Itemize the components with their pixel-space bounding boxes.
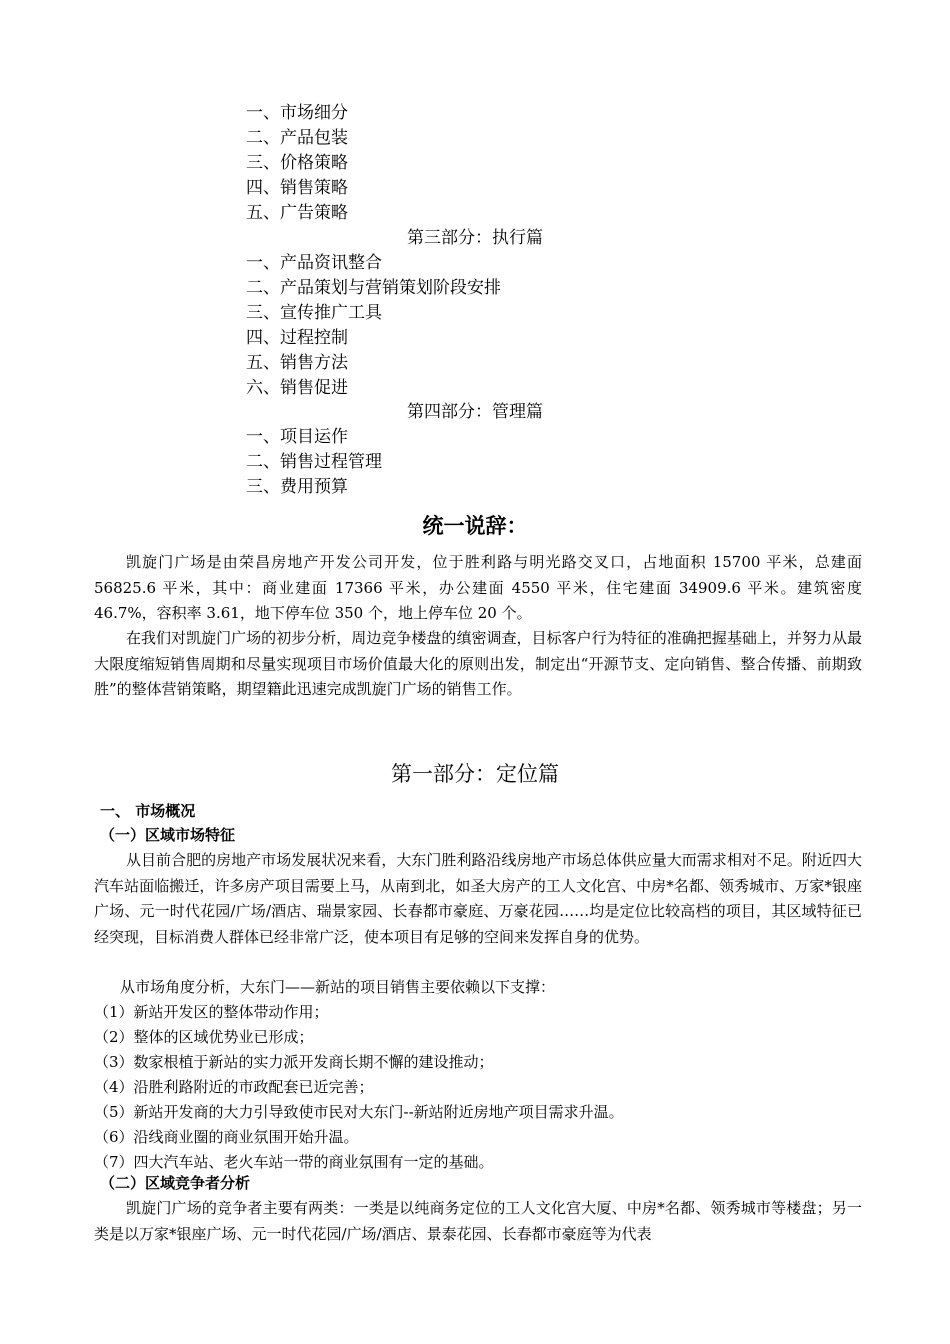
toc-item: 六、销售促进	[246, 378, 348, 398]
support-list-item: （6）沿线商业圈的商业氛围开始升温。	[94, 1128, 359, 1146]
support-list-item: （5）新站开发商的大力引导致使市民对大东门--新站附近房地产项目需求升温。	[94, 1103, 624, 1121]
support-list-item: （7）四大汽车站、老火车站一带的商业氛围有一定的基础。	[94, 1153, 494, 1171]
toc-item: 二、销售过程管理	[246, 452, 382, 472]
toc-item: 三、费用预算	[246, 477, 348, 497]
competitors-paragraph: 凯旋门广场的竞争者主要有两类：一类是以纯商务定位的工人文化宫大厦、中房*名都、领秀城市等楼盘；另一类是以万家*银座广场、元一时代花园/广场/酒店、景泰花园、长春都市豪庭等为代表	[94, 1199, 862, 1243]
support-list-item: （3）数家根植于新站的实力派开发商长期不懈的建设推动；	[94, 1053, 494, 1071]
statement-heading: 统一说辞：	[422, 514, 528, 538]
toc-part3-heading: 第三部分：执行篇	[407, 228, 543, 248]
section-heading-market-overview: 一、 市场概况	[100, 802, 196, 820]
toc-item: 四、销售策略	[246, 178, 348, 198]
support-list-item: （4）沿胜利路附近的市政配套已近完善；	[94, 1078, 374, 1096]
toc-item: 三、宣传推广工具	[246, 303, 382, 323]
support-intro: 从市场角度分析，大东门——新站的项目销售主要依赖以下支撑：	[120, 978, 556, 996]
statement-paragraph-2: 在我们对凯旋门广场的初步分析，周边竞争楼盘的缜密调查，目标客户行为特征的准确把握基础上，并努力从最大限度缩短销售周期和尽量实现项目市场价值最大化的原则出发，制定出“开源节支、定向销售、整合传播、前期致胜”的整体营销策略，期望籍此迅速完成凯旋门广场的销售工作。	[94, 629, 862, 698]
statement-paragraph-1: 凯旋门广场是由荣昌房地产开发公司开发，位于胜利路与明光路交叉口，占地面积 15700 平米，总建面 56825.6 平米，其中：商业建面 17366 平米，办公建面 4550 平米，住宅建面 34909.6 平米。建筑密度 46.7%，容积率 3.61，地下停车位 350 个，地上停车位 20 个。	[94, 553, 862, 622]
toc-item: 四、过程控制	[246, 328, 348, 348]
support-list-item: （1）新站开发区的整体带动作用；	[94, 1003, 329, 1021]
toc-item: 一、市场细分	[246, 103, 348, 123]
toc-item: 二、产品策划与营销策划阶段安排	[246, 278, 501, 298]
subsection-heading-regional-market: （一）区域市场特征	[100, 826, 236, 844]
regional-market-paragraph: 从目前合肥的房地产市场发展状况来看，大东门胜利路沿线房地产市场总体供应量大而需求相对不足。附近四大汽车站面临搬迁，许多房产项目需要上马，从南到北，如圣大房产的工人文化宫、中房*名都、领秀城市、万家*银座广场、元一时代花园/广场/酒店、瑞景家园、长春都市豪庭、万豪花园……均是定位比较高档的项目，其区域特征已经突现，目标消费人群体已经非常广泛，使本项目有足够的空间来发挥自身的优势。	[94, 851, 862, 946]
subsection-heading-competitors: （二）区域竞争者分析	[100, 1174, 251, 1192]
support-list-item: （2）整体的区域优势业已形成；	[94, 1028, 314, 1046]
toc-item: 三、价格策略	[246, 153, 348, 173]
toc-item: 一、产品资讯整合	[246, 253, 382, 273]
toc-item: 五、销售方法	[246, 353, 348, 373]
toc-item: 一、项目运作	[246, 427, 348, 447]
toc-item: 二、产品包装	[246, 128, 348, 148]
part1-heading: 第一部分：定位篇	[391, 762, 559, 786]
toc-part4-heading: 第四部分：管理篇	[407, 402, 543, 422]
toc-item: 五、广告策略	[246, 203, 348, 223]
